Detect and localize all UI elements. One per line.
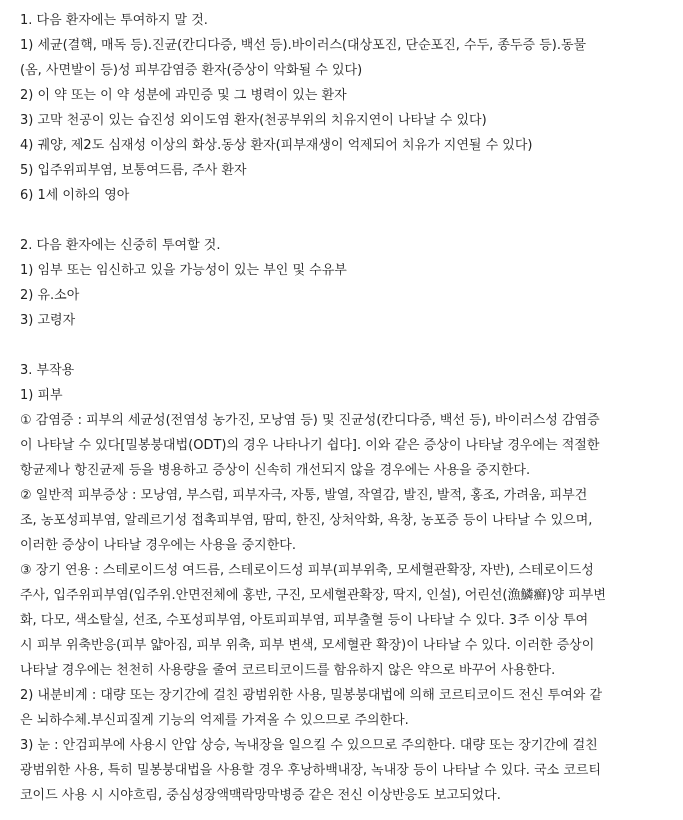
text-line: 이러한 증상이 나타날 경우에는 사용을 중지한다. (20, 538, 296, 553)
text-line: 2) 이 약 또는 이 약 성분에 과민증 및 그 병력이 있는 환자 (20, 88, 347, 103)
text-line: 1) 임부 또는 임신하고 있을 가능성이 있는 부인 및 수유부 (20, 263, 347, 278)
text-line: 이 나타날 수 있다[밀봉붕대법(ODT)의 경우 나타나기 쉽다]. 이와 같은 증상이 나타날 경우에는 적절한 (20, 438, 600, 453)
text-line: 항균제나 항진균제 등을 병용하고 증상이 신속히 개선되지 않을 경우에는 사용을 중지한다. (20, 463, 531, 478)
section-heading: 1. 다음 환자에는 투여하지 말 것. (20, 13, 208, 28)
text-line: 4) 궤양, 제2도 심재성 이상의 화상.동상 환자(피부재생이 억제되어 치유가 지연될 수 있다) (20, 138, 533, 153)
text-line: 5) 입주위피부염, 보통여드름, 주사 환자 (20, 163, 247, 178)
text-line: 1) 세균(결핵, 매독 등).진균(칸디다증, 백선 등).바이러스(대상포진, 단순포진, 수두, 종두증 등).동물 (20, 38, 587, 53)
text-line: ② 일반적 피부증상 : 모낭염, 부스럼, 피부자극, 자통, 발열, 작열감, 발진, 발적, 홍조, 가려움, 피부건 (20, 488, 588, 503)
section-contraindications (20, 8, 673, 208)
text-line: 광범위한 사용, 특히 밀봉붕대법을 사용할 경우 후낭하백내장, 녹내장 등이 나타날 수 있다. 국소 코르티 (20, 763, 601, 778)
text-line: ① 감염증 : 피부의 세균성(전염성 농가진, 모낭염 등) 및 진균성(칸디다증, 백선 등), 바이러스성 감염증 (20, 413, 600, 428)
text-line: 2) 내분비계 : 대량 또는 장기간에 걸친 광범위한 사용, 밀봉붕대법에 의해 코르티코이드 전신 투여와 같 (20, 688, 603, 703)
text-line: 코이드 사용 시 시야흐림, 중심성장액맥락망막병증 같은 전신 이상반응도 보고되었다. (20, 788, 501, 803)
text-line: 화, 다모, 색소탈실, 선조, 수포성피부염, 아토피피부염, 피부출혈 등이 나타날 수 있다. 3주 이상 투여 (20, 613, 589, 628)
section-spacer (20, 208, 673, 233)
text-line: ③ 장기 연용 : 스테로이드성 여드름, 스테로이드성 피부(피부위축, 모세혈관확장, 자반), 스테로이드성 (20, 563, 594, 578)
section-heading: 2. 다음 환자에는 신중히 투여할 것. (20, 238, 221, 253)
text-line: (옴, 사면발이 등)성 피부감염증 환자(증상이 악화될 수 있다) (20, 63, 363, 78)
text-line: 조, 농포성피부염, 알레르기성 접촉피부염, 땀띠, 한진, 상처악화, 욕창, 농포증 등이 나타날 수 있으며, (20, 513, 593, 528)
text-line: 1) 피부 (20, 388, 63, 403)
text-line: 시 피부 위축반응(피부 얇아짐, 피부 위축, 피부 변색, 모세혈관 확장)이 나타날 수 있다. 이러한 증상이 (20, 638, 595, 653)
section-spacer (20, 333, 673, 358)
text-line: 2) 유.소아 (20, 288, 80, 303)
section-precautions (20, 233, 673, 333)
text-line: 3) 눈 : 안검피부에 사용시 안압 상승, 녹내장을 일으킬 수 있으므로 주의한다. 대량 또는 장기간에 걸친 (20, 738, 598, 753)
text-line: 나타날 경우에는 천천히 사용량을 줄여 코르티코이드를 함유하지 않은 약으로 바꾸어 사용한다. (20, 663, 556, 678)
text-line: 3) 고막 천공이 있는 습진성 외이도염 환자(천공부위의 치유지연이 나타날 수 있다) (20, 113, 487, 128)
text-line: 6) 1세 이하의 영아 (20, 188, 130, 203)
section-adverse-effects (20, 358, 673, 808)
section-heading: 3. 부작용 (20, 363, 75, 378)
text-line: 은 뇌하수체.부신피질계 기능의 억제를 가져올 수 있으므로 주의한다. (20, 713, 409, 728)
text-line: 주사, 입주위피부염(입주위.안면전체에 홍반, 구진, 모세혈관확장, 딱지, 인설), 어린선(漁鱗癬)양 피부변 (20, 588, 606, 603)
text-line: 3) 고령자 (20, 313, 76, 328)
